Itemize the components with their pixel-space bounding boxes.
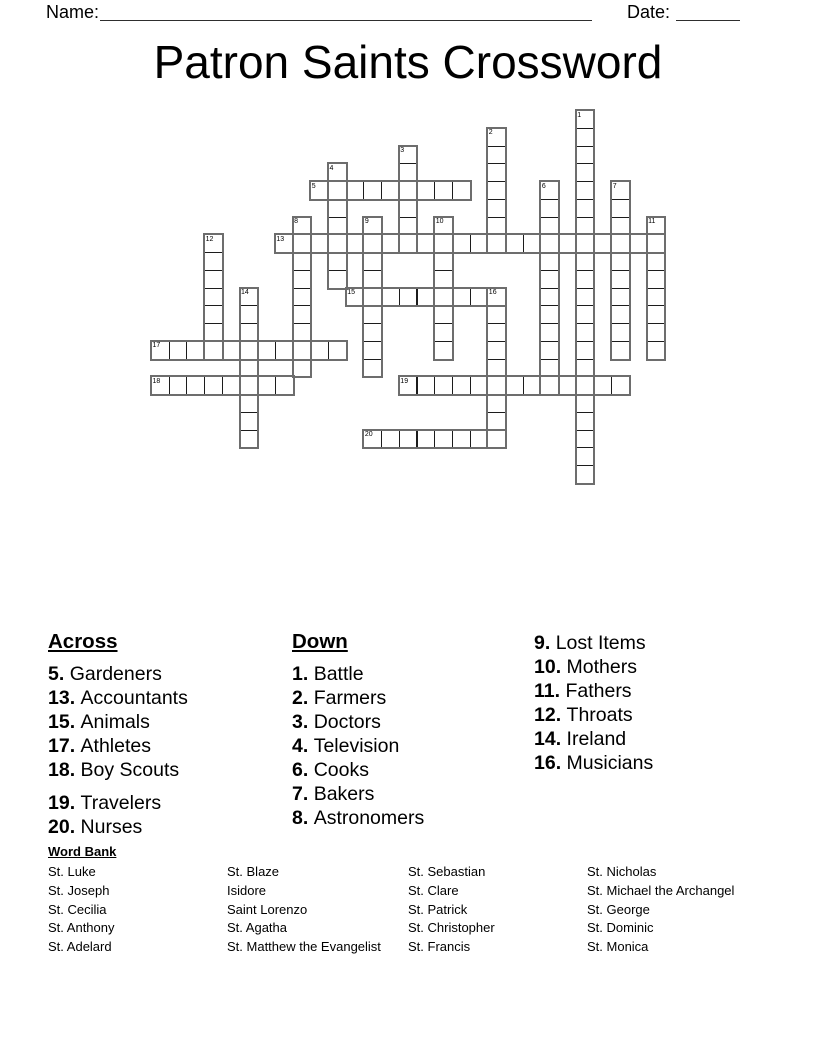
grid-cell[interactable] bbox=[576, 252, 595, 271]
grid-cell[interactable] bbox=[434, 234, 453, 253]
word-bank-item: St. Patrick bbox=[408, 901, 468, 917]
grid-cell[interactable] bbox=[487, 430, 506, 449]
grid-cell[interactable] bbox=[540, 252, 559, 271]
grid-cell[interactable] bbox=[363, 270, 382, 289]
grid-cell[interactable] bbox=[540, 234, 559, 253]
grid-cell[interactable] bbox=[540, 305, 559, 324]
clue bbox=[292, 710, 532, 734]
grid-cell[interactable] bbox=[611, 234, 630, 253]
grid-cell[interactable] bbox=[434, 430, 453, 449]
grid-cell[interactable] bbox=[240, 376, 259, 395]
clue-text: Astronomers bbox=[313, 807, 425, 829]
grid-cell[interactable] bbox=[558, 376, 577, 395]
word-bank-item: St. Clare bbox=[408, 882, 459, 898]
grid-cell[interactable] bbox=[204, 252, 223, 271]
grid-cell[interactable] bbox=[576, 128, 595, 147]
word-bank-item: St. Adelard bbox=[48, 939, 112, 955]
grid-cell[interactable] bbox=[523, 234, 542, 253]
grid-cell[interactable] bbox=[558, 234, 577, 253]
grid-cell[interactable] bbox=[293, 234, 312, 253]
grid-cell[interactable] bbox=[240, 430, 259, 449]
word-bank-item: St. Matthew the Evangelist bbox=[227, 939, 381, 955]
grid-cell[interactable] bbox=[381, 234, 400, 253]
grid-cell[interactable] bbox=[399, 217, 418, 236]
name-write-line bbox=[100, 2, 592, 21]
grid-cell[interactable] bbox=[204, 341, 223, 360]
clue bbox=[292, 662, 532, 686]
grid-cell[interactable] bbox=[240, 305, 259, 324]
clue-number-label: 9 bbox=[364, 218, 369, 225]
grid-cell[interactable] bbox=[487, 163, 506, 182]
grid-cell[interactable] bbox=[399, 163, 418, 182]
clue-number: 1. bbox=[292, 663, 314, 685]
grid-cell[interactable] bbox=[611, 270, 630, 289]
clue-text: Ireland bbox=[566, 728, 627, 750]
grid-cell[interactable] bbox=[186, 376, 205, 395]
grid-cell[interactable] bbox=[611, 323, 630, 342]
word-bank-item: St. Blaze bbox=[227, 864, 280, 879]
clue bbox=[534, 727, 774, 751]
clue-number: 19. bbox=[48, 792, 81, 814]
clue-number-label: 19 bbox=[400, 377, 409, 385]
grid-cell[interactable] bbox=[540, 359, 559, 378]
clue bbox=[48, 734, 288, 758]
clue-text: Athletes bbox=[80, 735, 151, 757]
grid-cell[interactable] bbox=[576, 217, 595, 236]
clue-number-label: 10 bbox=[435, 218, 444, 225]
grid-cell[interactable] bbox=[487, 217, 506, 236]
grid-cell[interactable] bbox=[487, 359, 506, 378]
word-bank-column-4 bbox=[587, 863, 734, 957]
grid-cell[interactable] bbox=[363, 181, 382, 200]
grid-cell[interactable] bbox=[540, 288, 559, 307]
clue-text: Battle bbox=[313, 663, 364, 685]
grid-cell[interactable] bbox=[204, 270, 223, 289]
across-clues-column bbox=[48, 630, 288, 839]
grid-cell[interactable] bbox=[629, 234, 648, 253]
clue-number-label: 8 bbox=[294, 218, 298, 225]
grid-cell[interactable] bbox=[647, 252, 666, 271]
grid-cell[interactable] bbox=[257, 341, 276, 360]
clue-number-label: 5 bbox=[311, 182, 316, 190]
word-bank-item: St. Dominic bbox=[587, 920, 654, 936]
clue bbox=[534, 655, 774, 679]
down-clues-column-2 bbox=[534, 631, 774, 775]
clue-number-label: 15 bbox=[347, 289, 355, 296]
grid-cell[interactable] bbox=[310, 234, 329, 253]
grid-cell[interactable] bbox=[346, 234, 365, 253]
clue bbox=[534, 679, 774, 703]
grid-cell[interactable] bbox=[169, 376, 188, 395]
grid-cell[interactable] bbox=[240, 359, 259, 378]
clue bbox=[534, 751, 774, 775]
clue-text: Accountants bbox=[80, 687, 188, 709]
clue-number: 9. bbox=[534, 632, 556, 654]
grid-cell[interactable] bbox=[434, 288, 453, 307]
word-bank-heading: Word Bank bbox=[48, 844, 117, 859]
grid-cell[interactable] bbox=[540, 270, 559, 289]
word-bank-column-2 bbox=[227, 863, 381, 957]
grid-cell[interactable] bbox=[417, 288, 436, 307]
grid-cell[interactable] bbox=[434, 252, 453, 271]
grid-cell[interactable] bbox=[257, 376, 276, 395]
grid-cell[interactable] bbox=[363, 305, 382, 324]
grid-cell[interactable] bbox=[363, 252, 382, 271]
down-heading: Down bbox=[292, 630, 348, 653]
grid-cell[interactable] bbox=[452, 430, 471, 449]
across-clue-list bbox=[48, 662, 288, 839]
grid-cell[interactable] bbox=[576, 341, 595, 360]
word-bank-item: St. Francis bbox=[408, 939, 471, 955]
clue-number-label: 4 bbox=[329, 164, 334, 172]
grid-cell[interactable] bbox=[576, 394, 595, 413]
grid-cell[interactable] bbox=[576, 412, 595, 431]
grid-cell[interactable] bbox=[186, 341, 205, 360]
grid-cell[interactable] bbox=[576, 323, 595, 342]
grid-cell[interactable] bbox=[540, 217, 559, 236]
grid-cell[interactable] bbox=[399, 181, 418, 200]
word-bank-column-1 bbox=[48, 863, 115, 957]
grid-cell[interactable] bbox=[204, 323, 223, 342]
grid-cell[interactable] bbox=[540, 199, 559, 218]
grid-cell[interactable] bbox=[487, 323, 506, 342]
clue-text: Television bbox=[313, 735, 400, 757]
grid-cell[interactable] bbox=[222, 376, 241, 395]
clue-number-label: 20 bbox=[364, 431, 373, 438]
grid-cell[interactable] bbox=[611, 305, 630, 324]
clue-number-label: 18 bbox=[152, 377, 161, 385]
clue-number: 18. bbox=[48, 759, 81, 781]
grid-cell[interactable] bbox=[363, 288, 382, 307]
clue-text: Bakers bbox=[313, 783, 375, 805]
clue bbox=[292, 686, 532, 710]
word-bank-item: St. Agatha bbox=[227, 920, 287, 936]
word-bank-item: St. George bbox=[587, 901, 650, 917]
clue-text: Cooks bbox=[313, 759, 369, 781]
clue-number-label: 7 bbox=[612, 182, 617, 190]
grid-cell[interactable] bbox=[293, 359, 312, 378]
grid-cell[interactable] bbox=[417, 376, 436, 395]
grid-cell[interactable] bbox=[576, 181, 595, 200]
clue-number: 13. bbox=[48, 687, 81, 709]
grid-cell[interactable] bbox=[505, 376, 524, 395]
word-bank-item: St. Nicholas bbox=[587, 864, 657, 879]
grid-cell[interactable] bbox=[434, 181, 453, 200]
word-bank-item: St. Monica bbox=[587, 939, 649, 955]
grid-cell[interactable] bbox=[576, 447, 595, 466]
clue bbox=[292, 734, 532, 758]
word-bank-item: St. Sebastian bbox=[408, 864, 486, 879]
down-clues-column bbox=[292, 630, 532, 830]
clue-number: 17. bbox=[48, 735, 81, 757]
clue-number: 8. bbox=[292, 807, 314, 829]
grid-cell[interactable] bbox=[328, 234, 347, 253]
clue-text: Throats bbox=[566, 704, 633, 726]
grid-cell[interactable] bbox=[240, 341, 259, 360]
grid-cell[interactable] bbox=[240, 412, 259, 431]
clue-number: 20. bbox=[48, 816, 81, 838]
grid-cell[interactable] bbox=[399, 234, 418, 253]
clue-text: Lost Items bbox=[555, 632, 646, 654]
clue bbox=[534, 703, 774, 727]
clue-number: 11. bbox=[534, 680, 566, 702]
grid-cell[interactable] bbox=[399, 199, 418, 218]
clue-text: Fathers bbox=[565, 680, 632, 702]
clue bbox=[534, 631, 774, 655]
clue-text: Gardeners bbox=[69, 663, 162, 685]
grid-cell[interactable] bbox=[310, 341, 329, 360]
clue-number-label: 16 bbox=[488, 289, 497, 296]
grid-cell[interactable] bbox=[470, 288, 489, 307]
clue-number: 3. bbox=[292, 711, 314, 733]
grid-cell[interactable] bbox=[434, 376, 453, 395]
grid-cell[interactable] bbox=[576, 163, 595, 182]
clue-number-label: 13 bbox=[276, 235, 285, 243]
grid-cell[interactable] bbox=[576, 199, 595, 218]
grid-cell[interactable] bbox=[204, 305, 223, 324]
down-clue-list-1 bbox=[292, 662, 532, 830]
clue-text: Doctors bbox=[313, 711, 381, 733]
grid-cell[interactable] bbox=[647, 323, 666, 342]
clue-number: 14. bbox=[534, 728, 567, 750]
grid-cell[interactable] bbox=[487, 412, 506, 431]
clue-text: Musicians bbox=[566, 752, 654, 774]
grid-cell[interactable] bbox=[204, 288, 223, 307]
clue bbox=[48, 815, 288, 839]
grid-cell[interactable] bbox=[240, 394, 259, 413]
page-title: Patron Saints Crossword bbox=[153, 36, 663, 88]
grid-cell[interactable] bbox=[611, 252, 630, 271]
grid-cell[interactable] bbox=[487, 199, 506, 218]
word-bank-item: St. Anthony bbox=[48, 920, 115, 936]
grid-cell[interactable] bbox=[363, 341, 382, 360]
clue bbox=[292, 782, 532, 806]
clue-number: 10. bbox=[534, 656, 567, 678]
grid-cell[interactable] bbox=[647, 234, 666, 253]
grid-cell[interactable] bbox=[576, 270, 595, 289]
grid-cell[interactable] bbox=[328, 217, 347, 236]
clue-number-label: 12 bbox=[205, 235, 214, 243]
grid-cell[interactable] bbox=[523, 376, 542, 395]
grid-cell[interactable] bbox=[381, 288, 400, 307]
clue-number-label: 11 bbox=[648, 218, 656, 225]
grid-cell[interactable] bbox=[576, 305, 595, 324]
grid-cell[interactable] bbox=[576, 430, 595, 449]
word-bank-item: Saint Lorenzo bbox=[227, 901, 308, 917]
clue-number-label: 1 bbox=[577, 111, 582, 119]
grid-cell[interactable] bbox=[487, 376, 506, 395]
clue bbox=[48, 662, 288, 686]
grid-cell[interactable] bbox=[487, 181, 506, 200]
clue-text: Nurses bbox=[80, 816, 143, 838]
clue-number-label: 2 bbox=[488, 129, 493, 137]
word-bank-item: Isidore bbox=[227, 882, 267, 898]
grid-cell[interactable] bbox=[363, 323, 382, 342]
clue-number: 4. bbox=[292, 735, 314, 757]
clue-number: 16. bbox=[534, 752, 567, 774]
grid-cell[interactable] bbox=[328, 181, 347, 200]
grid-cell[interactable] bbox=[647, 288, 666, 307]
grid-cell[interactable] bbox=[363, 359, 382, 378]
word-bank-item: St. Michael the Archangel bbox=[587, 882, 735, 898]
clue-number: 6. bbox=[292, 759, 314, 781]
grid-cell[interactable] bbox=[328, 199, 347, 218]
grid-cell[interactable] bbox=[487, 146, 506, 165]
clue bbox=[48, 686, 288, 710]
grid-cell[interactable] bbox=[328, 270, 347, 289]
grid-cell[interactable] bbox=[452, 376, 471, 395]
grid-cell[interactable] bbox=[611, 217, 630, 236]
clue-number: 15. bbox=[48, 711, 81, 733]
grid-cell[interactable] bbox=[611, 341, 630, 360]
grid-cell[interactable] bbox=[275, 376, 294, 395]
grid-cell[interactable] bbox=[293, 341, 312, 360]
grid-cell[interactable] bbox=[576, 359, 595, 378]
down-clue-list-2 bbox=[534, 631, 774, 775]
grid-cell[interactable] bbox=[434, 270, 453, 289]
grid-cell[interactable] bbox=[434, 323, 453, 342]
clue-text: Boy Scouts bbox=[80, 759, 180, 781]
grid-cell[interactable] bbox=[470, 234, 489, 253]
grid-cell[interactable] bbox=[275, 341, 294, 360]
clue-number: 7. bbox=[292, 783, 314, 805]
grid-cell[interactable] bbox=[293, 323, 312, 342]
grid-cell[interactable] bbox=[240, 323, 259, 342]
grid-cell[interactable] bbox=[328, 341, 347, 360]
clue bbox=[292, 758, 532, 782]
clue-text: Travelers bbox=[80, 792, 162, 814]
across-heading: Across bbox=[48, 630, 118, 653]
grid-cell[interactable] bbox=[647, 305, 666, 324]
grid-cell[interactable] bbox=[576, 376, 595, 395]
grid-cell[interactable] bbox=[417, 430, 436, 449]
grid-cell[interactable] bbox=[293, 252, 312, 271]
clue-number: 12. bbox=[534, 704, 567, 726]
clue-number-label: 3 bbox=[400, 147, 405, 154]
grid-cell[interactable] bbox=[611, 376, 630, 395]
grid-cell[interactable] bbox=[434, 341, 453, 360]
grid-cell[interactable] bbox=[470, 376, 489, 395]
word-bank-column-3 bbox=[408, 863, 495, 957]
grid-cell[interactable] bbox=[434, 305, 453, 324]
grid-cell[interactable] bbox=[399, 288, 418, 307]
grid-cell[interactable] bbox=[576, 465, 595, 484]
grid-cell[interactable] bbox=[328, 252, 347, 271]
clue bbox=[48, 791, 288, 815]
grid-cell[interactable] bbox=[452, 181, 471, 200]
date-label: Date: bbox=[627, 2, 671, 22]
grid-cell[interactable] bbox=[293, 288, 312, 307]
grid-cell[interactable] bbox=[576, 146, 595, 165]
grid-cell[interactable] bbox=[487, 394, 506, 413]
grid-cell[interactable] bbox=[487, 341, 506, 360]
grid-cell[interactable] bbox=[505, 234, 524, 253]
grid-cell[interactable] bbox=[611, 288, 630, 307]
grid-cell[interactable] bbox=[417, 181, 436, 200]
grid-cell[interactable] bbox=[487, 305, 506, 324]
name-label: Name: bbox=[46, 2, 100, 22]
word-bank-item: St. Luke bbox=[48, 864, 96, 879]
clue bbox=[48, 758, 288, 782]
grid-cell[interactable] bbox=[346, 181, 365, 200]
clue-text: Mothers bbox=[566, 656, 637, 678]
grid-cell[interactable] bbox=[452, 288, 471, 307]
grid-cell[interactable] bbox=[381, 181, 400, 200]
grid-cell[interactable] bbox=[594, 234, 613, 253]
word-bank-item: St. Christopher bbox=[408, 920, 495, 936]
grid-cell[interactable] bbox=[293, 305, 312, 324]
word-bank-item: St. Cecilia bbox=[48, 901, 107, 917]
grid-cell[interactable] bbox=[452, 234, 471, 253]
word-bank-item: St. Joseph bbox=[48, 882, 110, 898]
grid-cell[interactable] bbox=[540, 323, 559, 342]
grid-cell[interactable] bbox=[576, 234, 595, 253]
clue bbox=[292, 806, 532, 830]
grid-cell[interactable] bbox=[470, 430, 489, 449]
grid-cell[interactable] bbox=[293, 270, 312, 289]
clue-number-label: 14 bbox=[241, 289, 249, 296]
grid-cell[interactable] bbox=[594, 376, 613, 395]
clue-number: 2. bbox=[292, 687, 314, 709]
grid-cell[interactable] bbox=[381, 430, 400, 449]
clue-text: Animals bbox=[80, 711, 150, 733]
grid-cell[interactable] bbox=[540, 376, 559, 395]
grid-cell[interactable] bbox=[169, 341, 188, 360]
grid-cell[interactable] bbox=[222, 341, 241, 360]
clue-text: Farmers bbox=[313, 687, 387, 709]
grid-cell[interactable] bbox=[399, 430, 418, 449]
grid-cell[interactable] bbox=[576, 288, 595, 307]
grid-cell[interactable] bbox=[204, 376, 223, 395]
grid-cell[interactable] bbox=[647, 270, 666, 289]
grid-cell[interactable] bbox=[647, 341, 666, 360]
grid-cell[interactable] bbox=[363, 234, 382, 253]
grid-cell[interactable] bbox=[611, 199, 630, 218]
grid-cell[interactable] bbox=[487, 234, 506, 253]
clue bbox=[48, 710, 288, 734]
grid-cell[interactable] bbox=[540, 341, 559, 360]
date-write-line bbox=[676, 2, 740, 21]
clue-number-label: 6 bbox=[541, 182, 546, 190]
clue-number: 5. bbox=[48, 663, 70, 685]
grid-cell[interactable] bbox=[417, 234, 436, 253]
clue-number-label: 17 bbox=[152, 342, 161, 350]
